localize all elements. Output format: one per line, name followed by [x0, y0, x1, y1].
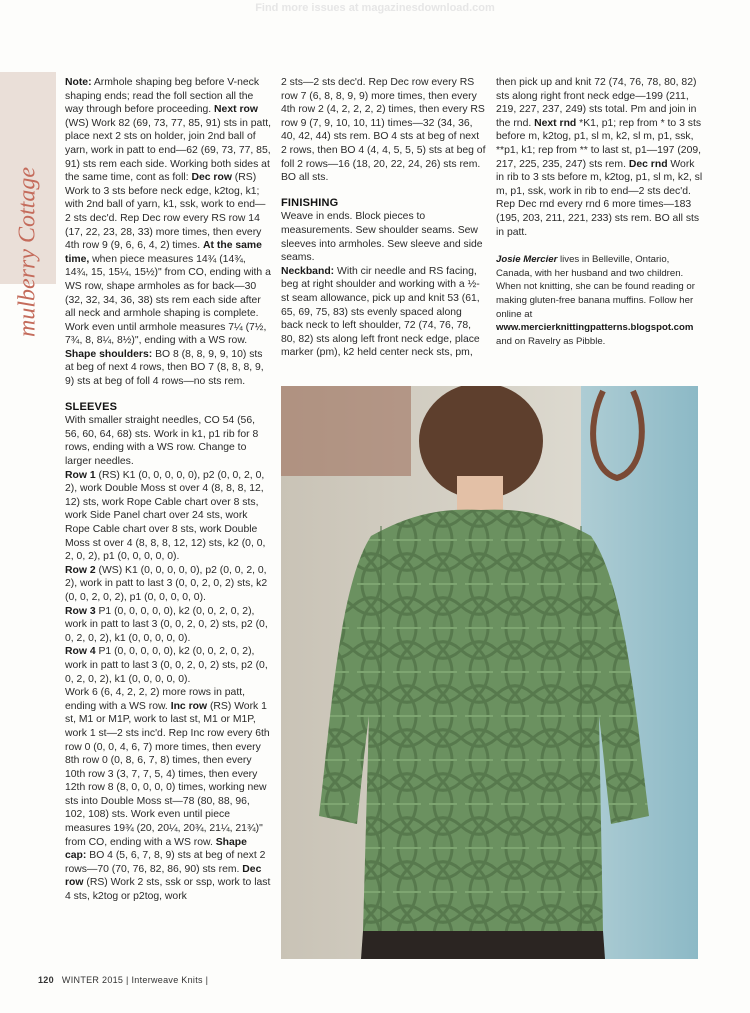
same-time-text: when piece measures 14¾ (14¾, 14¾, 15, 15¼, 15½)" from CO, ending with a WS row, shape armholes as for back—30 (32, 32, 34, 36, 38) sts rem each side after all neck and armhole shaping is complete. Work even until armhole measures 7¼ (7½, 7¾, 8, 8¼, 8½)", ending with a WS row. — [65, 253, 271, 347]
work-rows-text: Work 6 (6, 4, 2, 2, 2) more rows in patt, ending with a WS row. — [65, 687, 245, 712]
cap-continuation: 2 sts—2 sts dec'd. Rep Dec row every RS row 7 (6, 8, 8, 9, 9) more times, then every 4th row 2 (4, 2, 2, 2, 2) times, then every RS row 9 (7, 9, 10, 10, 11) times—32 (34, 36, 40, 42, 44) sts rem. BO 4 sts at beg of next 2 rows, then BO 4 (4, 4, 5, 5, 5) sts at beg of foll 2 rows—16 (18, 20, 22, 24, 26) sts rem. BO all sts. — [281, 77, 486, 184]
inc-row-label: Inc row — [170, 700, 208, 712]
next-rnd-label: Next rnd — [534, 117, 577, 129]
dec-rnd-label: Dec rnd — [628, 158, 668, 170]
row-4-text: P1 (0, 0, 0, 0, 0), k2 (0, 0, 2, 0, 2), work in patt to last 3 (0, 0, 2, 0, 2) sts, p2 (0, 0, 2, 0, 2), k1 (0, 0, 0, 0, 0). — [65, 646, 268, 685]
row-1 — [65, 469, 271, 564]
row-3-label: Row 3 — [65, 605, 96, 617]
designer-bio — [496, 253, 704, 348]
designer-name: Josie Mercier — [496, 254, 558, 266]
sweater-photo — [281, 386, 698, 959]
dec-rnd-text: Work in rib to 3 sts before m, k2tog, p1, sl m, k2, sl m, p1, ssk, work in rib to end—2 sts dec'd. Rep Dec rnd every rnd 6 more times—183 (195, 203, 211, 221, 233) sts rem. BO all sts in patt. — [496, 158, 703, 238]
neckband — [281, 265, 486, 360]
side-tab-label: mulberry Cottage — [14, 167, 41, 337]
shape-shoulders-text: BO 8 (8, 8, 9, 9, 10) sts at beg of next 4 rows, then BO 7 (8, 8, 8, 9, 9) sts at beg of foll 4 rows—no sts rem. — [65, 348, 264, 388]
row-2-text: (WS) K1 (0, 0, 0, 0, 0), p2 (0, 0, 2, 0, 2), work in patt to last 3 (0, 0, 2, 0, 2) sts, k2 (0, 0, 2, 0, 2), p1 (0, 0, 0, 0, 0). — [65, 564, 268, 603]
row-2-label: Row 2 — [65, 564, 96, 576]
next-rnd-text: *K1, p1; rep from * to 3 sts before m, k2tog, p1, sl m, k2, sl m, p1, ssk, **p1, k1; rep from ** to last st, p1—197 (209, 217, 225, 235, 247) sts rem. — [496, 117, 702, 170]
cap-dec-row-label: Dec row — [65, 863, 262, 889]
cap-dec-row-text: (RS) Work 2 sts, ssk or ssp, work to last 4 sts, k2tog or p2tog, work — [65, 877, 271, 903]
background-wall — [281, 386, 411, 476]
row-4 — [65, 645, 271, 686]
bio-text-end: and on Ravelry as Pibble. — [496, 335, 606, 347]
paragraph-neck-shaping — [65, 76, 271, 389]
column-2 — [281, 76, 486, 360]
next-row-label: Next row — [214, 104, 258, 116]
inc-row-text: (RS) Work 1 st, M1 or M1P, work to last st, M1 or M1P, work 1 st—2 sts inc'd. Rep Inc row every 6th row 0 (0, 0, 4, 6, 7) more times, then every 8th row 0 (0, 8, 6, 7, 8) times, then every 10th row 3 (3, 7, 7, 5, 4) times, then every 12th row 8 (8, 0, 0, 0, 0) times, working new sts into Double Moss st—78 (80, 88, 96, 102, 108) sts. Work even until piece measures 19¾ (20, 20¼, 20¾, 21¼, 21¾)" from CO, ending with a WS row. — [65, 700, 270, 848]
shape-cap-label: Shape cap: — [65, 836, 247, 862]
dec-row-label: Dec row — [191, 172, 232, 184]
row-3 — [65, 605, 271, 646]
designer-url[interactable]: www.mercierknittingpatterns.blogspot.com — [496, 322, 694, 334]
dark-skirt — [361, 931, 605, 959]
note-label: Note: — [65, 77, 92, 88]
dec-row-text: (RS) Work to 3 sts before neck edge, k2tog, k1; with 2nd ball of yarn, k1, ssk, work to end—2 sts dec'd. Rep Dec row every RS row 14 (17, 22, 23, 28, 33) more times, then every 4th row 9 (9, 6, 6, 4, 2) times. — [65, 172, 266, 252]
finishing-heading: FINISHING — [281, 196, 339, 209]
row-1-text: (RS) K1 (0, 0, 0, 0, 0), p2 (0, 0, 2, 0, 2), work Double Moss st over 4 (8, 8, 8, 12, 12) sts, work Rope Cable chart over 8 sts, work Side Panel chart over 24 sts, work Rope Cable chart over 8 sts, work Double Moss st over 4 (8, 8, 8, 12, 12) sts, k2 (0, 0, 2, 0, 2), p1 (0, 0, 0, 0, 0). — [65, 469, 266, 563]
neckband-text: With cir needle and RS facing, beg at right shoulder and working with a ½-st seam allowance, pick up and knit 53 (61, 65, 69, 75, 83) sts evenly spaced along back neck to left shoulder, 72 (74, 76, 78, 80, 82) sts along left front neck edge, place marker (pm), k2 held center neck sts, pm, — [281, 265, 480, 359]
shape-shoulders-label: Shape shoulders: — [65, 348, 153, 360]
bio-text: lives in Belleville, Ontario, Canada, with her husband and two children. When not knitting, she can be found reading or making gluten-free banana muffins. Follow her online at — [496, 254, 695, 320]
page-number: 120 — [38, 975, 54, 985]
footer-text: WINTER 2015 | Interweave Knits | — [61, 975, 209, 985]
sleeves-heading: SLEEVES — [65, 400, 118, 413]
sleeves-intro: With smaller straight needles, CO 54 (56, 56, 60, 64, 68) sts. Work in k1, p1 rib for 8 rows, ending with a WS row. Change to larger needles. — [65, 415, 259, 468]
note-text: Armhole shaping beg before V-neck shaping ends; read the foll section all the way through before proceeding. — [65, 77, 260, 116]
sleeve-shaping — [65, 686, 271, 904]
next-row-text: (WS) Work 82 (69, 73, 77, 85, 91) sts in patt, place next 2 sts on holder, join 2nd ball of yarn, work in patt to end—62 (69, 73, 77, 85, 91) sts rem each side. Working both sides at the same time, cont as foll: — [65, 117, 271, 184]
neckband-label: Neckband: — [281, 265, 335, 277]
finishing-text: Weave in ends. Block pieces to measurements. Sew shoulder seams. Sew sleeves into armholes. Sew sleeve and side seams. — [281, 211, 483, 264]
column-3 — [496, 76, 704, 348]
row-4-label: Row 4 — [65, 646, 96, 658]
pickup-text: then pick up and knit 72 (74, 76, 78, 80, 82) sts along right front neck edge—199 (211, 219, 227, 237, 249) sts total. Pm and join in the rnd. — [496, 77, 697, 129]
side-tab — [0, 72, 56, 337]
neckband-continued — [496, 76, 704, 239]
same-time-label: At the same time, — [65, 240, 262, 265]
page-footer — [38, 975, 208, 985]
shape-cap-text: BO 4 (5, 6, 7, 8, 9) sts at beg of next 2 rows—70 (70, 76, 82, 86, 90) sts rem. — [65, 850, 266, 875]
row-1-label: Row 1 — [65, 469, 96, 481]
watermark: Find more issues at magazinesdownload.com — [255, 2, 495, 14]
row-3-text: P1 (0, 0, 0, 0, 0), k2 (0, 0, 2, 0, 2), work in patt to last 3 (0, 0, 2, 0, 2) sts, p2 (0, 0, 2, 0, 2), k1 (0, 0, 0, 0, 0). — [65, 605, 268, 644]
row-2 — [65, 564, 271, 605]
column-1 — [65, 76, 271, 904]
